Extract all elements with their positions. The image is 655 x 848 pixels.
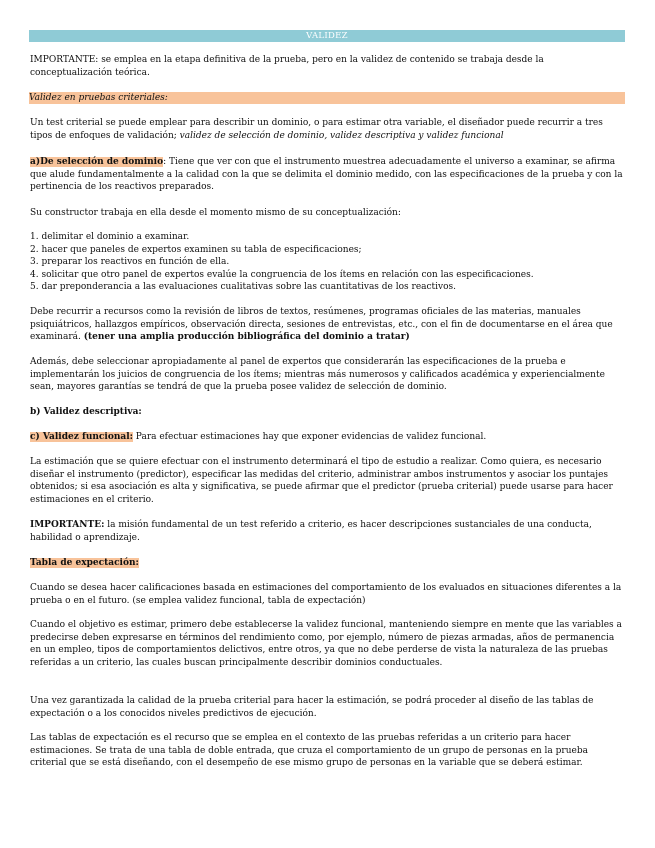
domain-selection-text: : Tiene que ver con que el instrumento muestrea adecuadamente el universo a examinar, se afirma que alude fundamentalmente a la calidad con la que se delimita el dominio medido, con las especificaciones de la prueba y con la pertinencia de los reactivos preparados.: [30, 157, 623, 193]
constructor-paragraph: Su constructor trabaja en ella desde el momento mismo de su conceptualización:: [30, 208, 401, 218]
important-mission-paragraph: [30, 519, 626, 544]
document-title: VALIDEZ: [29, 30, 625, 42]
domain-selection-label: a)De selección de dominio: [30, 157, 164, 167]
resources-bold: (tener una amplia producción bibliográfica del dominio a tratar): [83, 332, 410, 343]
important-mission-label: IMPORTANTE:: [30, 520, 105, 530]
criterial-intro: [30, 117, 626, 142]
expectation-heading: Tabla de expectación:: [30, 558, 139, 568]
criterial-intro-italic: validez de selección de dominio, validez descriptiva y validez funcional: [179, 130, 504, 141]
functional-validity-text: Para efectuar estimaciones hay que exponer evidencias de validez funcional.: [132, 432, 487, 442]
expectation-heading-line: [30, 557, 626, 570]
steps-list: [30, 231, 626, 294]
list-item: 3. preparar los reactivos en función de ella.: [30, 257, 230, 268]
criterial-intro-text: Un test criterial se puede emplear para describir un dominio, o para estimar otra variable, el diseñador puede recurrir a tres tipos de enfoques de validación;: [30, 118, 603, 141]
experts-paragraph: Además, debe seleccionar apropiadamente al panel de expertos que considerarán las especificaciones de la prueba e implementarán los juicios de congruencia de los ítems; mientras más numerosos y calificados académica y experiencialmente sean, mayores garantías se tendrá de que la prueba posee validez de selección de dominio.: [30, 357, 605, 393]
expectation-paragraph-3: Una vez garantizada la calidad de la prueba criterial para hacer la estimación, se podrá proceder al diseño de las tablas de expectación o a los conocidos niveles predictivos de ejecución.: [30, 696, 594, 719]
descriptive-validity-label: b) Validez descriptiva:: [30, 407, 142, 417]
important-mission-text: la misión fundamental de un test referido a criterio, es hacer descripciones sustanciales de una conducta, habilidad o aprendizaje.: [30, 520, 592, 543]
domain-selection-paragraph: [30, 156, 626, 194]
list-item: 1. delimitar el dominio a examinar.: [30, 232, 190, 242]
expectation-paragraph-4: Las tablas de expectación es el recurso que se emplea en el contexto de las pruebas referidas a un criterio para hacer estimaciones. Se trata de una tabla de doble entrada, que cruza el comportamiento de un grupo de personas en la prueba criterial que se está diseñando, con el desempeño de ese mismo grupo de personas en la variable que se deberá estimar.: [30, 733, 588, 769]
functional-validity-label: c) Validez funcional:: [30, 432, 133, 442]
estimation-paragraph: La estimación que se quiere efectuar con el instrumento determinará el tipo de estudio a realizar. Como quiera, es necesario diseñar el instrumento (predictor), especificar las medidas del criterio, administrar ambos instrumentos y asociar los puntajes obtenidos; si esa asociación es alta y significativa, se puede afirmar que el predictor (prueba criterial) puede usarse para hacer estimaciones en el criterio.: [30, 457, 613, 505]
functional-validity-paragraph: [30, 431, 626, 444]
resources-paragraph: [30, 306, 626, 344]
list-item: 5. dar preponderancia a las evaluaciones cualitativas sobre las cuantitativas de los reactivos.: [30, 282, 457, 293]
list-item: 2. hacer que paneles de expertos examinen su tabla de especificaciones;: [30, 244, 362, 255]
important-note: [30, 54, 626, 79]
expectation-paragraph-2: Cuando el objetivo es estimar, primero debe establecerse la validez funcional, manteniendo siempre en mente que las variables a predecirse deben expresarse en términos del rendimiento como, por ejemplo, número de piezas armadas, años de permanencia en un empleo, tipos de comportamientos delictivos, entre otros, ya que no debe perderse de vista la naturaleza de las pruebas referidas a un criterio, las cuales buscan principalmente describir dominios conductuales.: [30, 620, 622, 668]
important-label: IMPORTANTE:: [30, 55, 99, 65]
list-item: 4. solicitar que otro panel de expertos evalúe la congruencia de los ítems en relación con las especificaciones.: [30, 269, 534, 280]
important-text: se emplea en la etapa definitiva de la prueba, pero en la validez de contenido se trabaja desde la conceptualización teórica.: [30, 55, 544, 78]
expectation-paragraph-1: Cuando se desea hacer calificaciones basada en estimaciones del comportamiento de los evaluados en situaciones diferentes a la prueba o en el futuro. (se emplea validez funcional, tabla de expectación): [30, 583, 622, 606]
resources-text: Debe recurrir a recursos como la revisión de libros de textos, resúmenes, programas oficiales de las materias, manuales psiquiátricos, hallazgos empíricos, observación directa, sesiones de entrevistas, etc., con el fin de documentarse en el área que examinará.: [30, 307, 613, 343]
criterial-heading: Validez en pruebas criteriales:: [29, 92, 625, 104]
